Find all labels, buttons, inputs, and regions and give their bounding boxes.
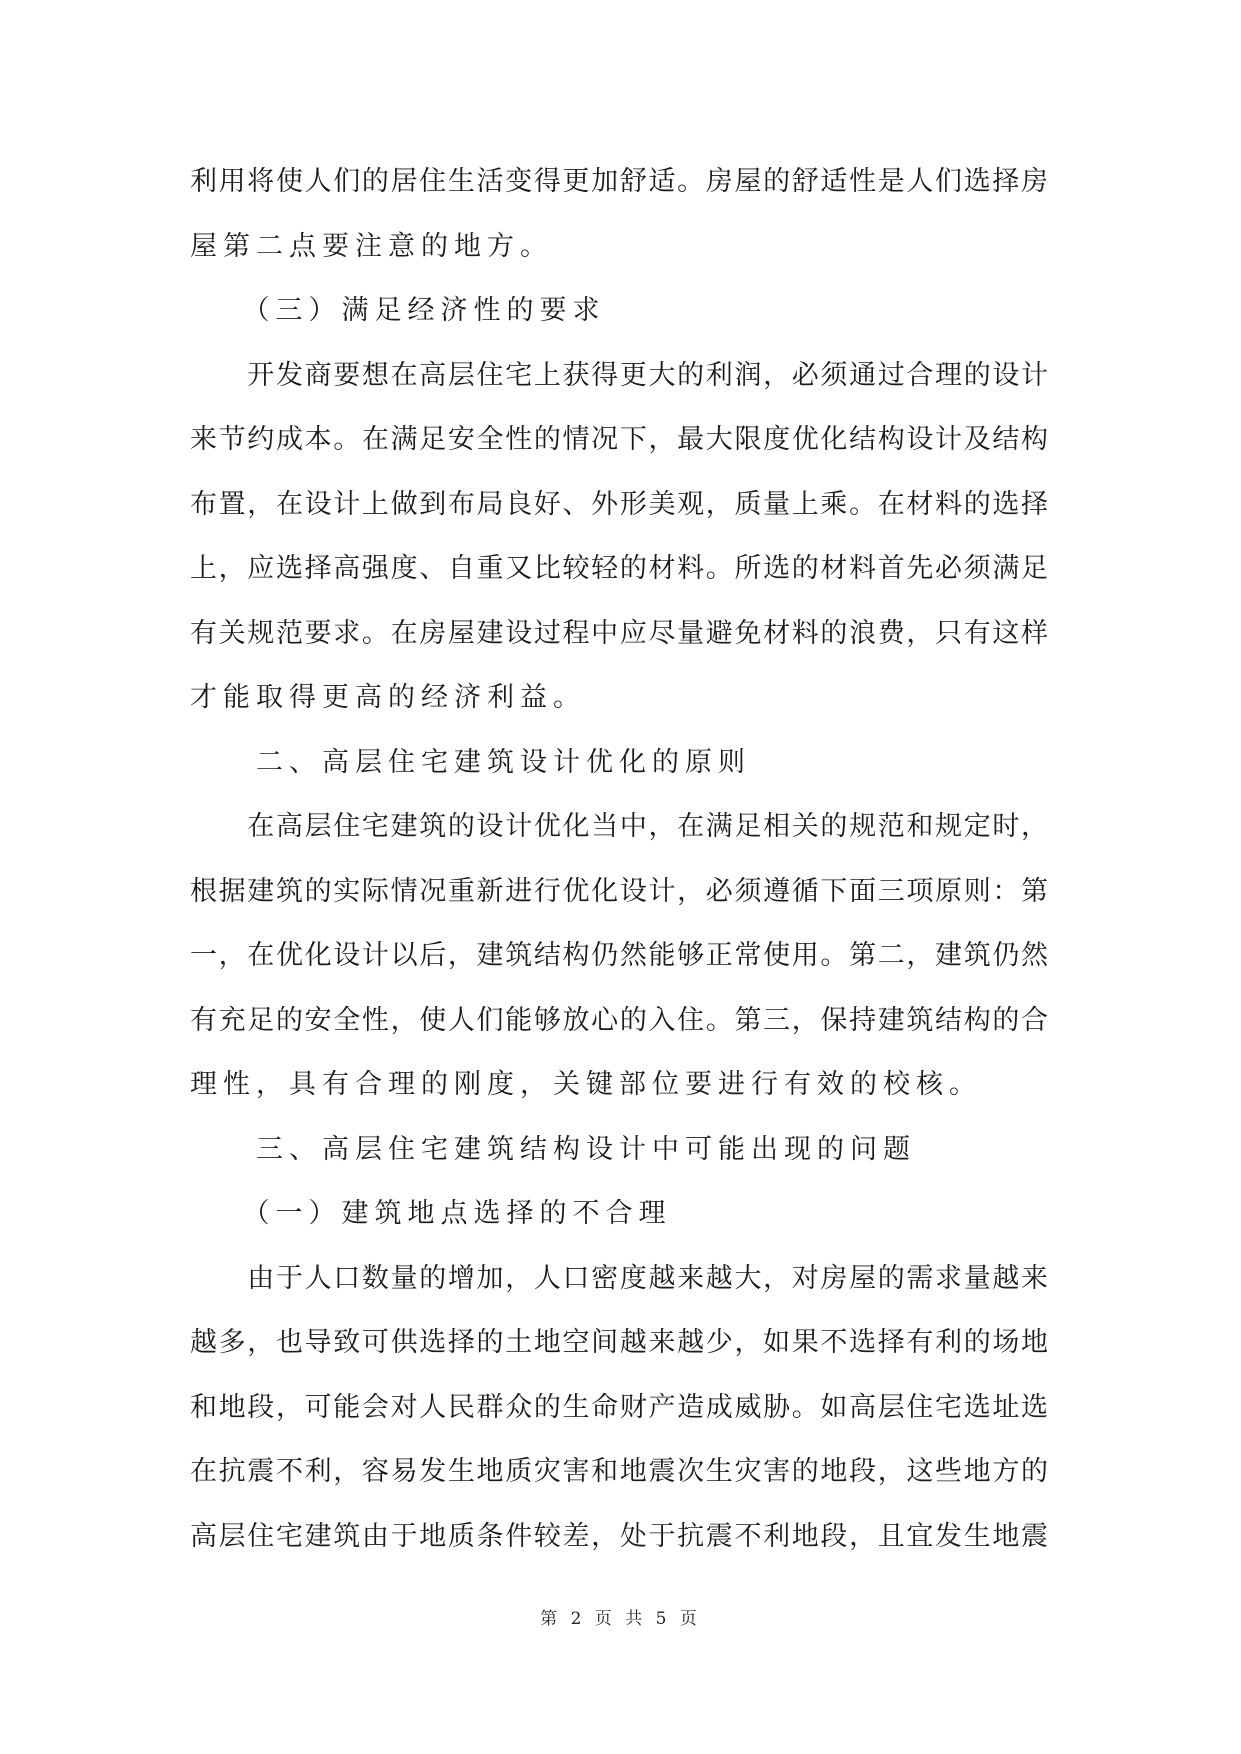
text-line: 在抗震不利，容易发生地质灾害和地震次生灾害的地段，这些地方的 [190, 1456, 1048, 1487]
text-line: （三）满足经济性的要求 [190, 295, 606, 326]
text-line: 布置，在设计上做到布局良好、外形美观，质量上乘。在材料的选择 [190, 488, 1048, 520]
text-line: 利用将使人们的居住生活变得更加舒适。房屋的舒适性是人们选择房 [190, 166, 1048, 197]
text-line: 由于人口数量的增加，人口密度越来越大，对房屋的需求量越来 [190, 1262, 1048, 1294]
text-line: 和地段，可能会对人民群众的生命财产造成威胁。如高层住宅选址选 [190, 1391, 1048, 1423]
text-line: 理性，具有合理的刚度，关键部位要进行有效的校核。 [190, 1069, 982, 1100]
text-line: 才能取得更高的经济利益。 [190, 682, 586, 713]
text-line: 三、高层住宅建筑结构设计中可能出现的问题 [190, 1133, 916, 1165]
text-line: 越多，也导致可供选择的土地空间越来越少，如果不选择有利的场地 [190, 1327, 1048, 1358]
page-footer: 第 2 页 共 5 页 [540, 1609, 701, 1629]
text-line: 有关规范要求。在房屋建设过程中应尽量避免材料的浪费，只有这样 [190, 617, 1048, 649]
text-line: 有充足的安全性，使人们能够放心的入住。第三，保持建筑结构的合 [190, 1004, 1048, 1036]
text-line: （一）建筑地点选择的不合理 [190, 1198, 672, 1229]
document-body [190, 150, 1048, 1569]
text-line: 二、高层住宅建筑设计优化的原则 [190, 746, 751, 778]
text-line: 高层住宅建筑由于地质条件较差，处于抗震不利地段，且宜发生地震 [190, 1520, 1048, 1552]
text-line: 在高层住宅建筑的设计优化当中，在满足相关的规范和规定时， [190, 811, 1048, 842]
text-line: 根据建筑的实际情况重新进行优化设计，必须遵循下面三项原则：第 [190, 875, 1048, 907]
text-line: 上，应选择高强度、自重又比较轻的材料。所选的材料首先必须满足 [190, 553, 1048, 584]
text-line: 来节约成本。在满足安全性的情况下，最大限度优化结构设计及结构 [190, 424, 1048, 455]
text-line: 屋第二点要注意的地方。 [190, 230, 553, 262]
text-line: 开发商要想在高层住宅上获得更大的利润，必须通过合理的设计 [190, 359, 1048, 391]
text-line: 一，在优化设计以后，建筑结构仍然能够正常使用。第二，建筑仍然 [190, 940, 1048, 971]
